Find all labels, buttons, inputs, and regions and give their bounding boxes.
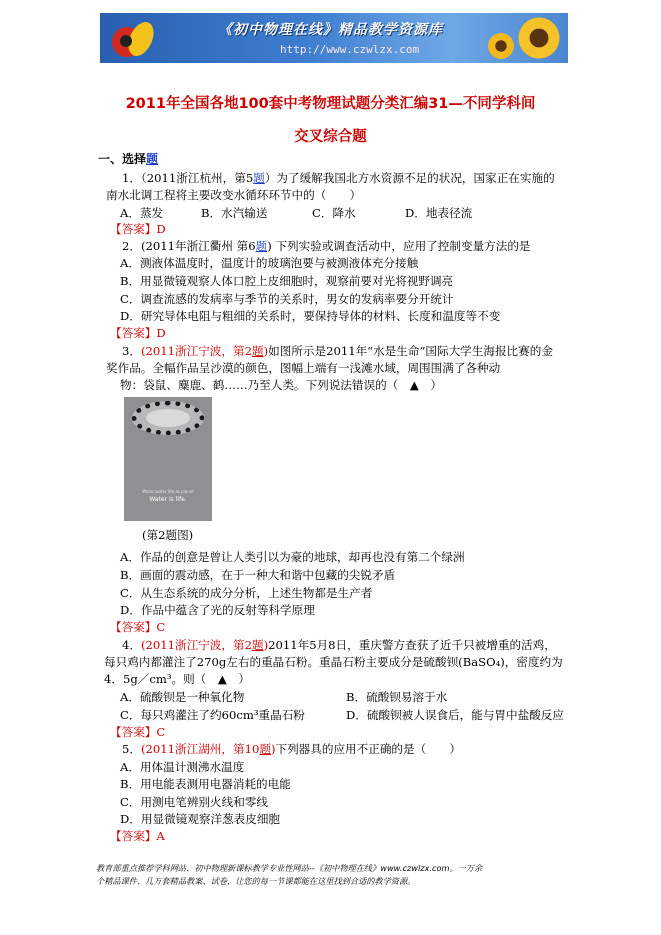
- q4-option-a: A．硫酸钡是一种氧化物: [120, 690, 245, 704]
- figure-caption: (第2题图): [142, 528, 194, 542]
- q2-option-b: B．用显微镜观察人体口腔上皮细胞时，观察前要对光将视野调亮: [120, 274, 454, 288]
- q4-answer: 【答案】C: [110, 725, 166, 739]
- q2-answer: 【答案】D: [110, 326, 166, 340]
- question-1: 1．（2011浙江杭州，第5题）为了缓解我国北方水资源不足的状况，国家正在实施的: [122, 171, 555, 185]
- q2-option-d: D．研究导体电阻与粗细的关系时，要保持导体的材料、长度和温度等不变: [120, 309, 501, 323]
- site-banner: [100, 13, 568, 63]
- banner-url[interactable]: http://www.czwlzx.com: [280, 43, 420, 56]
- question-4-line3: 4．5g／cm³。则（ ▲ ）: [104, 672, 250, 686]
- q2-link[interactable]: 题: [255, 239, 268, 253]
- q3-option-b: B．画面的震动感，在于一种大和谐中包藏的尖锐矛盾: [120, 568, 396, 582]
- question-3: 3．(2011浙江宁波，第2题)如图所示是2011年“水是生命”国际大学生海报比赛的金: [122, 344, 553, 358]
- site-logo-icon: [112, 21, 164, 59]
- q5-option-b: B．用电能表测用电器消耗的电能: [120, 777, 291, 791]
- sunflower-icon: [516, 15, 562, 61]
- q3-link[interactable]: 题: [251, 344, 264, 358]
- q5-option-a: A．用体温计测沸水温度: [120, 760, 245, 774]
- q5-option-c: C．用测电笔辨别火线和零线: [120, 795, 268, 809]
- q2-option-a: A．测液体温度时，温度计的玻璃泡要与被测液体充分接触: [120, 256, 419, 270]
- q1-option-c: C．降水: [312, 206, 356, 220]
- footer-line2: 个精品课件、几万套精品教案、试卷，让您的每一节课都能在这里找到合适的教学资源。: [96, 876, 416, 886]
- q4-option-c: C．每只鸡灌注了约60cm³重晶石粉: [120, 708, 305, 722]
- question-5: 5．(2011浙江湖州，第10题)下列器具的应用不正确的是（ ）: [122, 742, 461, 756]
- q3-option-d: D．作品中蕴含了光的反射等科学原理: [120, 603, 315, 617]
- q1-option-b: B．水汽输送: [201, 206, 268, 220]
- question-3-line2: 奖作品。全幅作品呈沙漠的颜色，图幅上端有一浅滩水域，周围围满了各种动: [106, 361, 501, 375]
- q4-link[interactable]: 题: [251, 638, 264, 652]
- poster-small-text: Water water life as planet: [142, 489, 194, 494]
- question-2: 2．(2011年浙江衢州 第6题) 下列实验或调查活动中，应用了控制变量方法的是: [122, 239, 531, 253]
- question-3-line3: 物：袋鼠、麋鹿、鹤……乃至人类。下列说法错误的（ ▲ ）: [120, 378, 442, 392]
- q4-option-b: B．硫酸钡易溶于水: [346, 690, 448, 704]
- q5-link[interactable]: 题: [259, 742, 271, 756]
- q4-option-d: D．硫酸钡被人误食后，能与胃中盐酸反应: [346, 708, 564, 722]
- question-4: 4．(2011浙江宁波，第2题)2011年5月8日，重庆警方查获了近千只被增重的活鸡，: [122, 638, 556, 652]
- doc-title-line1: 2011年全国各地100套中考物理试题分类汇编31—不同学科间: [125, 96, 536, 112]
- q5-option-d: D．用显微镜观察洋葱表皮细胞: [120, 812, 281, 826]
- poster-image: [124, 397, 212, 521]
- q3-answer: 【答案】C: [110, 620, 166, 634]
- q2-option-c: C．调查流感的发病率与季节的关系时，男女的发病率要分开统计: [120, 292, 454, 306]
- section-link[interactable]: 题: [146, 152, 159, 166]
- sunflower-icon: [486, 31, 516, 61]
- q1-link[interactable]: 题: [253, 171, 265, 185]
- q1-option-a: A．蒸发: [120, 206, 164, 220]
- q3-option-c: C．从生态系统的成分分析，上述生物都是生产者: [120, 586, 373, 600]
- q1-answer: 【答案】D: [110, 222, 166, 236]
- q5-answer: 【答案】A: [110, 829, 165, 843]
- banner-title: 《初中物理在线》精品教学资源库: [218, 22, 443, 38]
- question-4-line2: 每只鸡内都灌注了270g左右的重晶石粉。重晶石粉主要成分是硫酸钡(BaSO₄)，密度约为: [104, 655, 563, 669]
- q3-option-a: A．作品的创意是曾让人类引以为豪的地球，却再也没有第二个绿洲: [120, 550, 465, 564]
- section-heading: 一、选择题: [98, 152, 159, 166]
- q1-option-d: D．地表径流: [405, 206, 473, 220]
- doc-title-line2: 交叉综合题: [294, 129, 367, 145]
- question-1-line2: 南水北调工程将主要改变水循环环节中的（ ）: [106, 188, 362, 202]
- footer-line1: 教育部重点推荐学科网站、初中物理新课标教学专业性网站--《初中物理在线》www.czwlzx.com。一万余: [96, 863, 483, 873]
- poster-text: Water is life.: [149, 496, 187, 503]
